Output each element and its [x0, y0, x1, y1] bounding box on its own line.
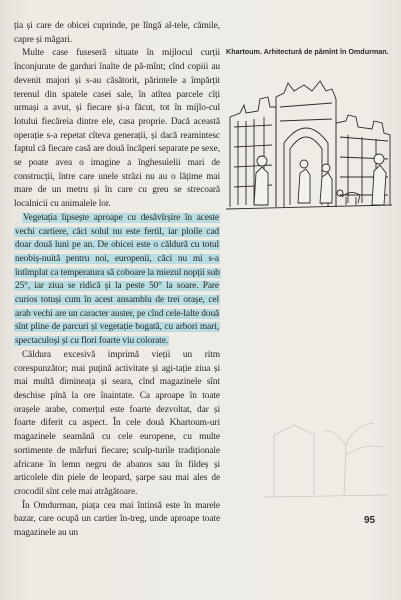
paragraph-4: Căldura excesivă imprimă vieții un ritm corespunzător; mai puțină activitate și agi-tație ziua și mai multă dimineața și seara, cînd magazinele sînt deschise pînă la ore înaintate. Ca aproape în toate orașele arabe, comerțul este foarte dezvoltat, dar și foarte diferit ca aspect. În cele două Khartoum-uri magazinele seamănă cu cele europene, cu multe sortimente de mărfuri fiecare; sculp-turile tradiționale africane în lemn negru de abanos sau în fildeș și articolele din piele de leopard, șarpe sau mai ales de crocodil sînt cele mai atrăgătoare.: [14, 349, 220, 497]
page-number: 95: [364, 515, 376, 526]
body-text-column: [14, 20, 220, 541]
paragraph-1: ția și care de obicei cuprinde, pe lîngă al-tele, cămile, capre și măgari.: [14, 21, 220, 45]
paragraph-3: [14, 212, 220, 349]
paragraph-2: Multe case fuseseră situate în mijlocul curții înconjurate de garduri înalte de pă-mînt; cînd copiii au devenit majori și s-au căsătorit, părinteIe a împărțit terenul din spatele casei sale, în atîtea parcele cîți urmași a avut, și fiecare și-a făcut, tot în mijlo-cul lotului fiecăreia dintre ele, casa proprie. Dacă această operație s-a repetat cîteva generații, și dacă reamintesc faptul că fiecare casă are două încăperi separate pe sexe, se poate avea o imagine a înghesuielii mari de construcții, între care unele străzi nu au o lățime mai mare de un metru și în care cu greu se strecoară localnicii cu animalele lor.: [14, 48, 220, 210]
highlighted-text: Vegetația lipsește aproape cu desăvîrșire în aceste vechi cartiere, căci solul nu este fertil, iar ploile cad doar două luni pe an. De obicei este o căldură cu totul neobiș-nuită pentru noi, europenii, căci nu mi s-a întîmplat ca temperatura să coboare la miezul nopții sub 25°, iar ziua se ridică și la peste 50° la soare. Pare curios totuși cum în acest ansamblu de trei orașe, cel arab vechi are un caracter auster, pe cînd cele-lalte două sînt pline de parcuri și vegetație bogată, cu arbori mari, spectaculoși și cu flori foarte viu colorate.: [15, 212, 220, 347]
illustration-caption: Khartoum. Arhitectură de pămînt în Omdurman.: [226, 47, 389, 56]
paragraph-5: În Omdurman, piața cea mai întinsă este în marele bazar, care ocupă un cartier în-treg, unde aproape toate magazinele au un: [14, 500, 220, 539]
bleed-through-ghost-image: [254, 395, 394, 505]
omdurman-architecture-illustration: [224, 77, 394, 227]
